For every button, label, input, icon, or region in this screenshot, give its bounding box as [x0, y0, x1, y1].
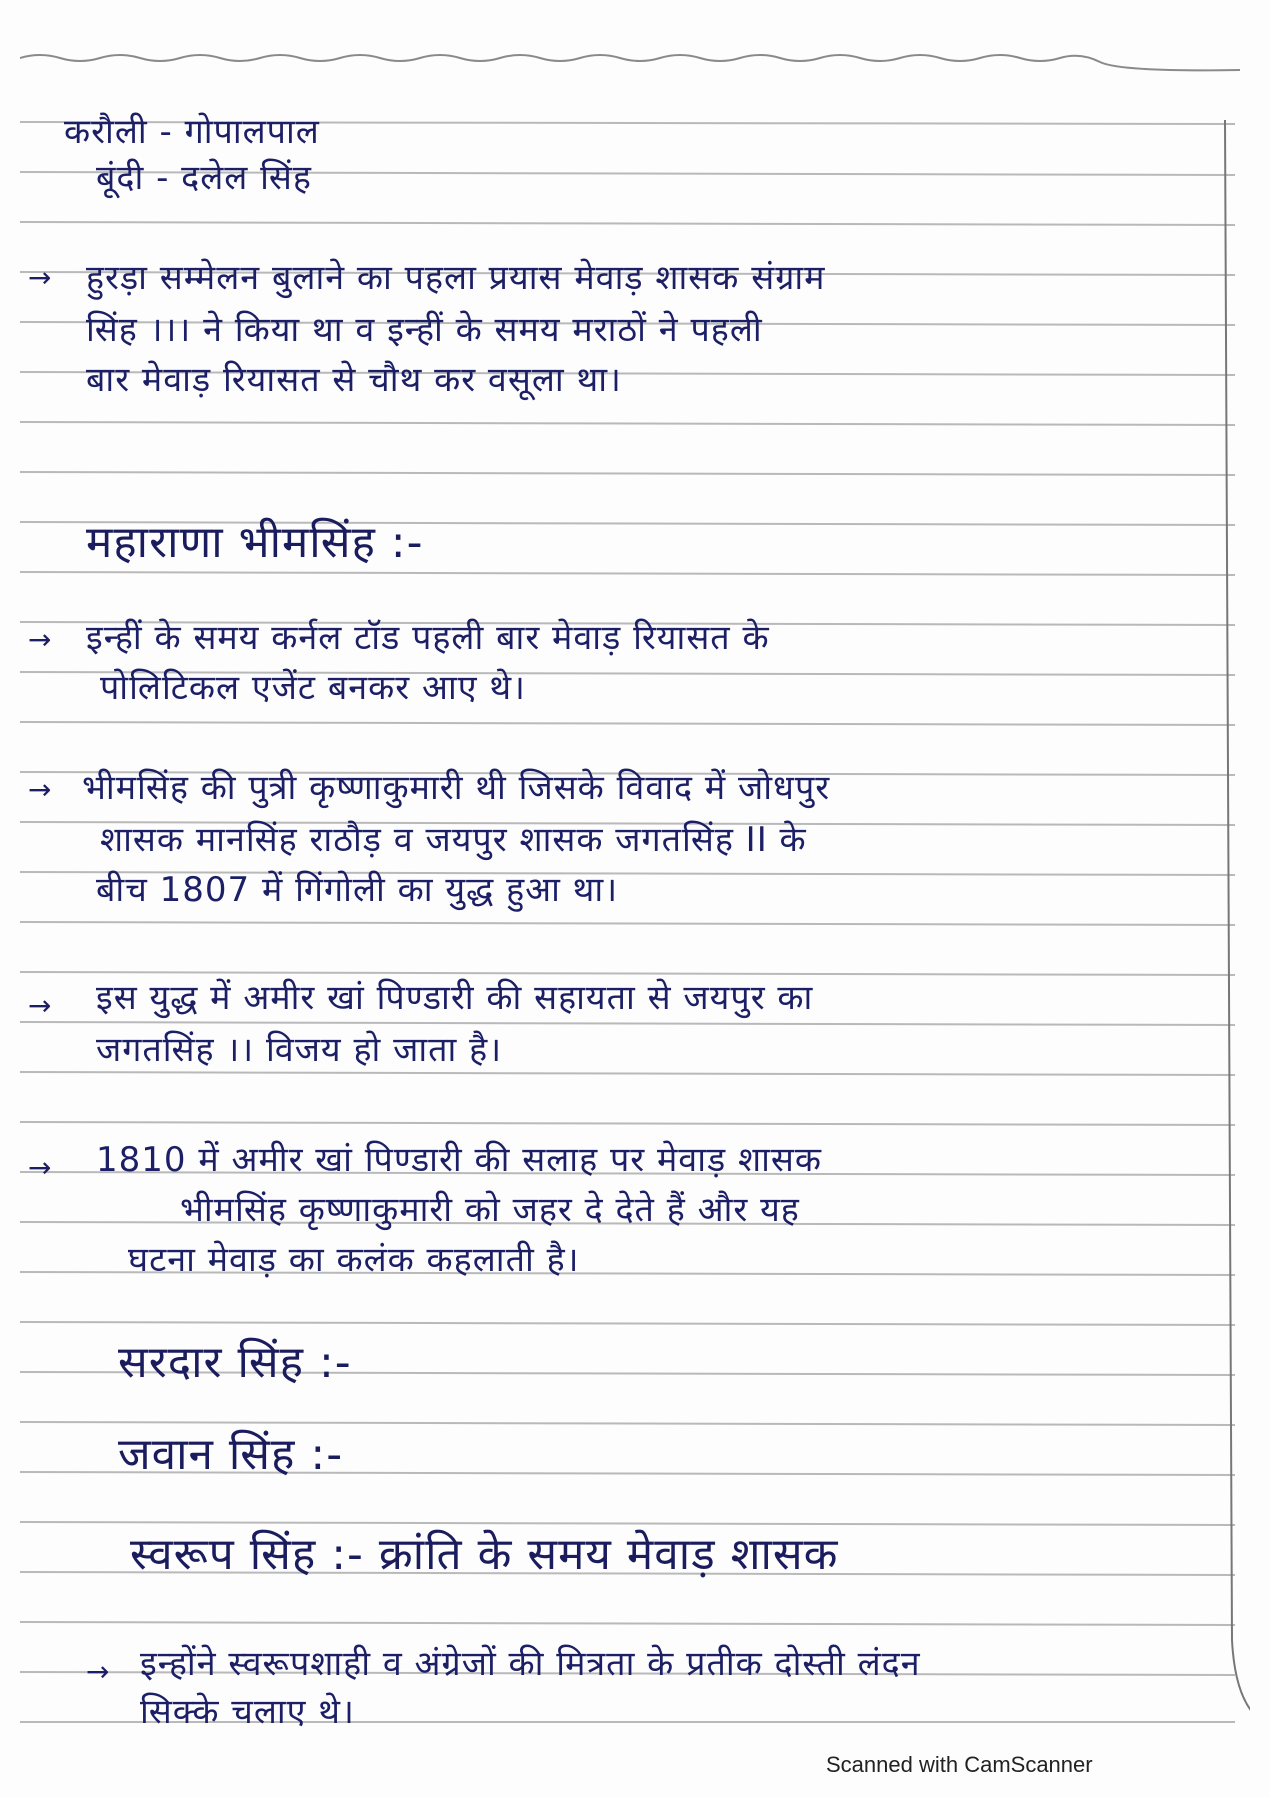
- para1-line3: बार मेवाड़ रियासत से चौथ कर वसूला था।: [86, 360, 622, 400]
- para4-line1: इस युद्ध में अमीर खां पिण्डारी की सहायता से जयपुर का: [96, 978, 814, 1018]
- para1-line2: सिंह ।।। ने किया था व इन्हीं के समय मराठों ने पहली: [86, 310, 763, 350]
- para2-line2: पोलिटिकल एजेंट बनकर आए थे।: [100, 668, 526, 708]
- para5-line3: घटना मेवाड़ का कलंक कहलाती है।: [128, 1240, 580, 1280]
- para1-line1: हुरड़ा सम्मेलन बुलाने का पहला प्रयास मेवाड़ शासक संग्राम: [86, 258, 826, 298]
- bullet-arrow-icon: →: [28, 773, 52, 806]
- para6-line2: सिक्के चलाए थे।: [140, 1692, 355, 1732]
- bullet-arrow-icon: →: [28, 261, 52, 294]
- note-line-karauli: करौली - गोपालपाल: [64, 112, 320, 152]
- camscanner-watermark: Scanned with CamScanner: [826, 1752, 1093, 1777]
- bullet-arrow-icon: →: [86, 1655, 110, 1688]
- heading-jawan-singh: जवान सिंह :-: [118, 1429, 344, 1480]
- para2-line1: इन्हीं के समय कर्नल टॉड पहली बार मेवाड़ रियासत के: [86, 618, 770, 658]
- para3-line1: भीमसिंह की पुत्री कृष्णाकुमारी थी जिसके विवाद में जोधपुर: [82, 768, 831, 808]
- heading-swaroop-singh: स्वरूप सिंह :- क्रांति के समय मेवाड़ शासक: [130, 1529, 839, 1580]
- para6-line1: इन्होंने स्वरूपशाही व अंग्रेजों की मित्रता के प्रतीक दोस्ती लंदन: [140, 1644, 921, 1684]
- para5-line2: भीमसिंह कृष्णाकुमारी को जहर दे देते हैं और यह: [180, 1190, 800, 1230]
- heading-bhimsingh: महाराणा भीमसिंह :-: [86, 517, 424, 568]
- para4-line2: जगतसिंह ।। विजय हो जाता है।: [96, 1030, 503, 1070]
- para5-line1: 1810 में अमीर खां पिण्डारी की सलाह पर मेवाड़ शासक: [96, 1140, 823, 1180]
- para3-line2: शासक मानसिंह राठौड़ व जयपुर शासक जगतसिंह II के: [100, 820, 807, 860]
- para3-line3: बीच 1807 में गिंगोली का युद्ध हुआ था।: [96, 870, 619, 910]
- bullet-arrow-icon: →: [28, 989, 52, 1022]
- heading-sardar-singh: सरदार सिंह :-: [118, 1337, 352, 1388]
- bullet-arrow-icon: →: [28, 1151, 52, 1184]
- note-line-bundi: बूंदी - दलेल सिंह: [96, 158, 312, 198]
- bullet-arrow-icon: →: [28, 623, 52, 656]
